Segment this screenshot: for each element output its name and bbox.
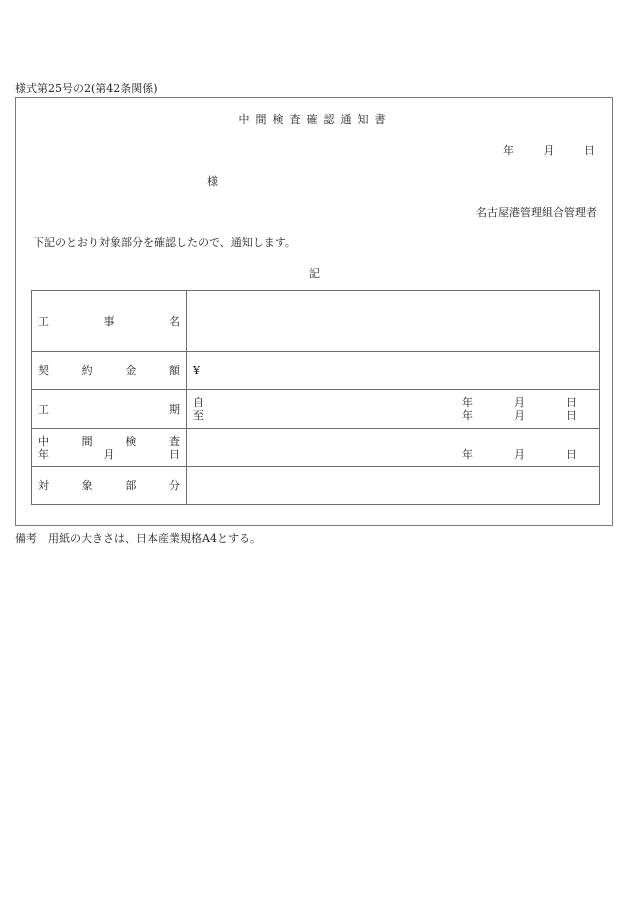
- period-from: [193, 396, 593, 409]
- month-label: 月: [514, 447, 525, 461]
- label-char: 約: [81, 364, 93, 377]
- inspection-date: [462, 448, 618, 461]
- value-contract-amount[interactable]: ¥: [187, 352, 600, 390]
- issuer-name: 名古屋港管理組合管理者: [476, 206, 597, 219]
- issue-date-month: 月: [543, 144, 555, 157]
- value-inspection-date[interactable]: [187, 429, 600, 467]
- period-to-prefix: 至: [193, 409, 204, 422]
- label-construction-name: [32, 291, 187, 352]
- label-char: 分: [168, 479, 180, 492]
- table-row-target-portion: [32, 467, 600, 505]
- table-row-construction-period: [32, 390, 600, 429]
- period-from-date: [462, 396, 618, 409]
- issue-date-year: 年: [503, 144, 514, 157]
- day-label: 日: [566, 396, 577, 409]
- year-label: 年: [462, 396, 473, 409]
- period-to: [193, 409, 593, 422]
- period-from-prefix: 自: [193, 396, 204, 409]
- label-char: 間: [81, 434, 93, 448]
- label-char: 象: [81, 479, 93, 492]
- label-char: 日: [169, 447, 180, 461]
- document-title: 中間検査確認通知書: [238, 113, 392, 126]
- day-label: 日: [566, 447, 577, 461]
- table-row-contract-amount: [32, 352, 600, 390]
- footer-note: 備考 用紙の大きさは、日本産業規格A4とする。: [15, 532, 261, 545]
- value-target-portion[interactable]: [187, 467, 600, 505]
- table-row-inspection-date: [32, 429, 600, 467]
- label-inspection-date: [32, 429, 187, 467]
- label-char: 査: [168, 434, 180, 448]
- year-label: 年: [462, 447, 473, 461]
- month-label: 月: [514, 396, 525, 409]
- label-char: 年: [38, 447, 49, 461]
- label-char: 名: [169, 314, 180, 328]
- label-char: 事: [103, 314, 115, 328]
- table-row-construction-name: [32, 291, 600, 352]
- label-char: 契: [38, 364, 49, 377]
- label-char: 部: [125, 479, 137, 492]
- month-label: 月: [514, 409, 525, 422]
- label-char: 月: [103, 447, 115, 461]
- notice-text: 下記のとおり対象部分を確認したので、通知します。: [33, 236, 296, 249]
- label-char: 期: [169, 402, 180, 416]
- addressee-suffix: 様: [207, 175, 218, 188]
- issue-date: [503, 142, 595, 158]
- day-label: 日: [566, 409, 577, 422]
- ki-label: 記: [309, 267, 320, 280]
- label-char: 対: [38, 479, 49, 492]
- label-construction-period: [32, 390, 187, 429]
- label-char: 額: [168, 364, 180, 377]
- value-construction-name[interactable]: [187, 291, 600, 352]
- label-char: 工: [38, 402, 49, 416]
- label-contract-amount: [32, 352, 187, 390]
- value-construction-period[interactable]: [187, 390, 600, 429]
- label-char: 中: [38, 434, 49, 448]
- label-char: 金: [125, 364, 137, 377]
- period-to-date: [462, 409, 618, 422]
- label-char: 検: [125, 434, 137, 448]
- year-label: 年: [462, 409, 473, 422]
- form-number: 様式第25号の2(第42条関係): [15, 82, 158, 95]
- label-target-portion: [32, 467, 187, 505]
- issue-date-day: 日: [584, 144, 595, 157]
- detail-table: [31, 290, 600, 505]
- label-char: 工: [38, 314, 49, 328]
